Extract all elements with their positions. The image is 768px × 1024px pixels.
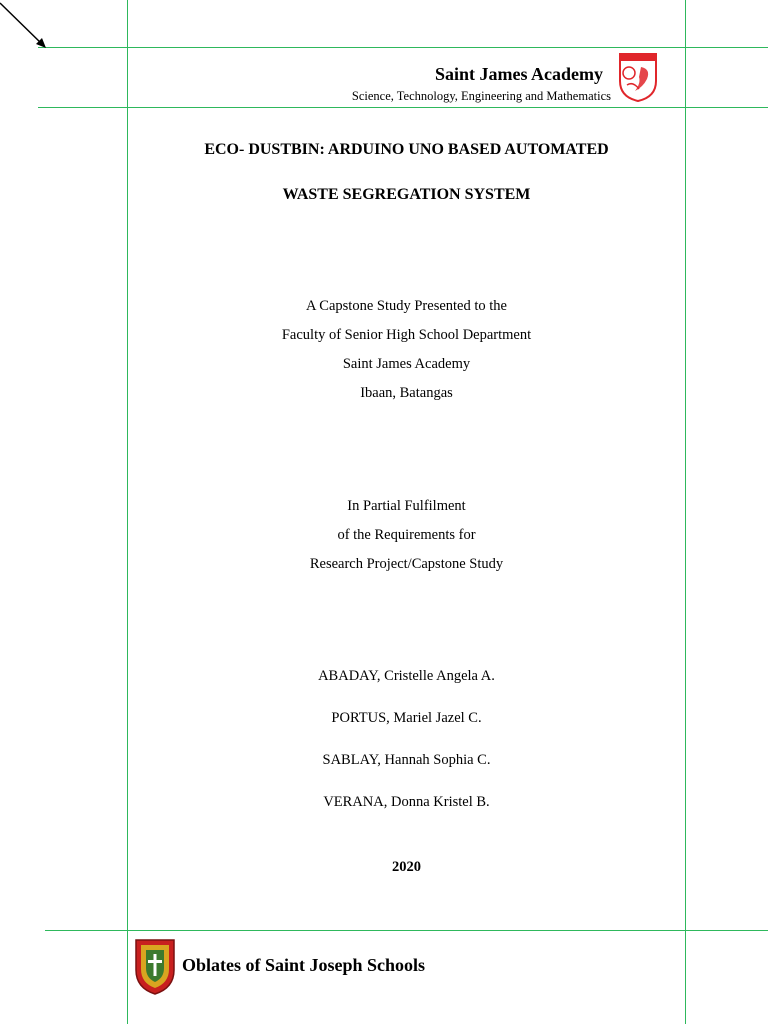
study-title-line-1: ECO- DUSTBIN: ARDUINO UNO BASED AUTOMATED xyxy=(204,141,609,158)
header-guide-bottom xyxy=(38,107,768,108)
oblates-crest-icon xyxy=(133,936,177,996)
fulfilment-line: Research Project/Capstone Study xyxy=(309,556,504,572)
strand-name: Science, Technology, Engineering and Mathematics xyxy=(351,89,611,103)
year: 2020 xyxy=(392,859,421,875)
presentation-line: Faculty of Senior High School Department xyxy=(281,327,532,343)
author-name: VERANA, Donna Kristel B. xyxy=(323,794,490,810)
fulfilment-line: In Partial Fulfilment xyxy=(347,498,466,514)
study-title-line-2: WASTE SEGREGATION SYSTEM xyxy=(282,186,531,203)
fulfilment-line: of the Requirements for xyxy=(337,527,476,543)
header-guide-top xyxy=(38,47,768,48)
author-name: SABLAY, Hannah Sophia C. xyxy=(322,752,491,768)
margin-guide-right xyxy=(685,0,686,1024)
corner-arrow-icon xyxy=(0,0,60,60)
author-name: ABADAY, Cristelle Angela A. xyxy=(318,668,495,684)
presentation-line: Ibaan, Batangas xyxy=(360,385,453,401)
presentation-line: Saint James Academy xyxy=(342,356,471,372)
school-name: Saint James Academy xyxy=(435,64,603,84)
footer-guide xyxy=(45,930,768,931)
presentation-line: A Capstone Study Presented to the xyxy=(306,298,507,314)
school-logo-icon xyxy=(617,51,659,103)
author-name: PORTUS, Mariel Jazel C. xyxy=(331,710,482,726)
oblates-name: Oblates of Saint Joseph Schools xyxy=(182,955,426,975)
